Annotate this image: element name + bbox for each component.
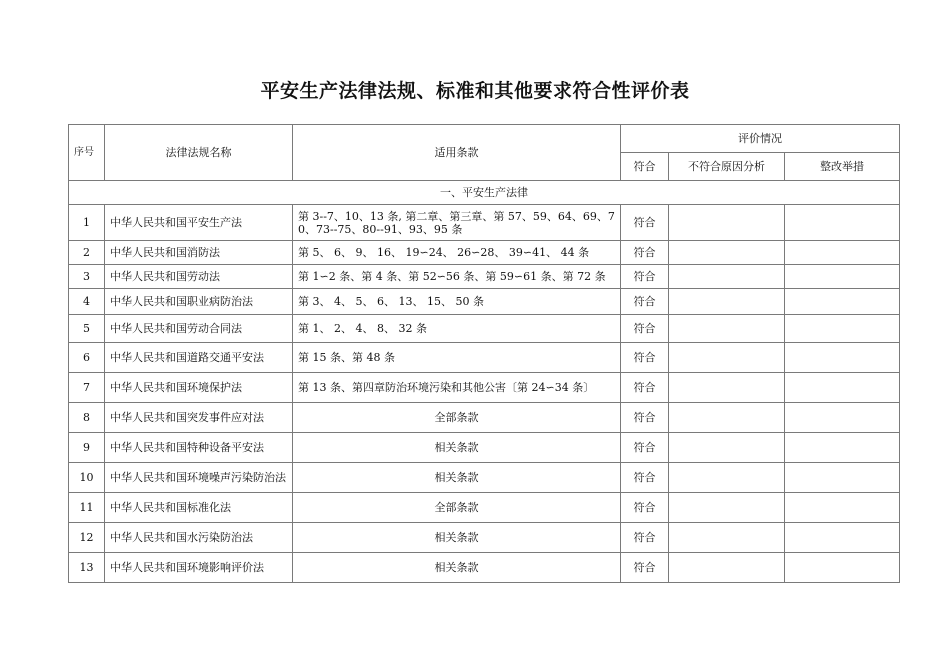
header-row-top [69, 125, 900, 153]
header-seq: 序号 [69, 125, 105, 181]
row-number: 8 [69, 403, 105, 433]
row-number: 12 [69, 523, 105, 553]
nonconformity-reason [669, 315, 785, 343]
applicable-clause: 相关条款 [293, 433, 621, 463]
applicable-clause: 第 1∽2 条、第 4 条、第 52∽56 条、第 59∽61 条、第 72 条 [293, 265, 621, 289]
conformity-status: 符合 [621, 523, 669, 553]
nonconformity-reason [669, 241, 785, 265]
conformity-status: 符合 [621, 463, 669, 493]
row-number: 1 [69, 205, 105, 241]
table-row [69, 343, 900, 373]
applicable-clause: 第 5、 6、 9、 16、 19∽24、 26∽28、 39∽41、 44 条 [293, 241, 621, 265]
corrective-action [785, 553, 900, 583]
applicable-clause: 第 3、 4、 5、 6、 13、 15、 50 条 [293, 289, 621, 315]
law-name: 中华人民共和国消防法 [105, 241, 293, 265]
table-row [69, 373, 900, 403]
corrective-action [785, 403, 900, 433]
row-number: 6 [69, 343, 105, 373]
law-name: 中华人民共和国平安生产法 [105, 205, 293, 241]
corrective-action [785, 265, 900, 289]
row-number: 7 [69, 373, 105, 403]
section-title: 一、平安生产法律 [69, 181, 900, 205]
table-row [69, 553, 900, 583]
table-row [69, 523, 900, 553]
row-number: 4 [69, 289, 105, 315]
conformity-status: 符合 [621, 433, 669, 463]
page-title: 平安生产法律法规、标准和其他要求符合性评价表 [260, 80, 690, 102]
table-row [69, 265, 900, 289]
applicable-clause: 第 13 条、第四章防治环境污染和其他公害〔第 24∽34 条〕 [293, 373, 621, 403]
conformity-status: 符合 [621, 315, 669, 343]
table-row [69, 403, 900, 433]
nonconformity-reason [669, 493, 785, 523]
row-number: 9 [69, 433, 105, 463]
table-row [69, 205, 900, 241]
corrective-action [785, 241, 900, 265]
row-number: 13 [69, 553, 105, 583]
law-name: 中华人民共和国标准化法 [105, 493, 293, 523]
applicable-clause: 相关条款 [293, 553, 621, 583]
nonconformity-reason [669, 463, 785, 493]
law-name: 中华人民共和国特种设备平安法 [105, 433, 293, 463]
applicable-clause: 第 3--7、10、13 条, 第二章、第三章、第 57、59、64、69、70、73--75、80--91、93、95 条 [293, 205, 621, 241]
conformity-status: 符合 [621, 493, 669, 523]
law-name: 中华人民共和国水污染防治法 [105, 523, 293, 553]
law-name: 中华人民共和国道路交通平安法 [105, 343, 293, 373]
row-number: 5 [69, 315, 105, 343]
corrective-action [785, 463, 900, 493]
conformity-status: 符合 [621, 343, 669, 373]
header-evaluation: 评价情况 [621, 125, 900, 153]
header-clause: 适用条款 [293, 125, 621, 181]
section-row [69, 181, 900, 205]
row-number: 2 [69, 241, 105, 265]
law-name: 中华人民共和国劳动法 [105, 265, 293, 289]
law-name: 中华人民共和国环境影响评价法 [105, 553, 293, 583]
row-number: 3 [69, 265, 105, 289]
corrective-action [785, 523, 900, 553]
table-row [69, 433, 900, 463]
applicable-clause: 第 15 条、第 48 条 [293, 343, 621, 373]
nonconformity-reason [669, 289, 785, 315]
applicable-clause: 全部条款 [293, 493, 621, 523]
corrective-action [785, 315, 900, 343]
table-row [69, 289, 900, 315]
nonconformity-reason [669, 553, 785, 583]
header-action: 整改举措 [785, 153, 900, 181]
corrective-action [785, 433, 900, 463]
conformity-status: 符合 [621, 373, 669, 403]
law-name: 中华人民共和国环境噪声污染防治法 [105, 463, 293, 493]
header-reason: 不符合原因分析 [669, 153, 785, 181]
corrective-action [785, 343, 900, 373]
corrective-action [785, 493, 900, 523]
header-conform: 符合 [621, 153, 669, 181]
applicable-clause: 第 1、 2、 4、 8、 32 条 [293, 315, 621, 343]
conformity-status: 符合 [621, 205, 669, 241]
nonconformity-reason [669, 523, 785, 553]
table-row [69, 493, 900, 523]
table-row [69, 315, 900, 343]
header-name: 法律法规名称 [105, 125, 293, 181]
corrective-action [785, 289, 900, 315]
nonconformity-reason [669, 343, 785, 373]
table-row [69, 241, 900, 265]
law-name: 中华人民共和国环境保护法 [105, 373, 293, 403]
conformity-status: 符合 [621, 289, 669, 315]
law-name: 中华人民共和国突发事件应对法 [105, 403, 293, 433]
row-number: 10 [69, 463, 105, 493]
row-number: 11 [69, 493, 105, 523]
conformity-status: 符合 [621, 403, 669, 433]
nonconformity-reason [669, 403, 785, 433]
applicable-clause: 相关条款 [293, 463, 621, 493]
nonconformity-reason [669, 433, 785, 463]
law-name: 中华人民共和国职业病防治法 [105, 289, 293, 315]
conformity-status: 符合 [621, 241, 669, 265]
nonconformity-reason [669, 265, 785, 289]
applicable-clause: 全部条款 [293, 403, 621, 433]
nonconformity-reason [669, 205, 785, 241]
conformity-status: 符合 [621, 265, 669, 289]
corrective-action [785, 205, 900, 241]
law-name: 中华人民共和国劳动合同法 [105, 315, 293, 343]
table-row [69, 463, 900, 493]
nonconformity-reason [669, 373, 785, 403]
conformity-status: 符合 [621, 553, 669, 583]
applicable-clause: 相关条款 [293, 523, 621, 553]
compliance-table [68, 124, 900, 583]
corrective-action [785, 373, 900, 403]
